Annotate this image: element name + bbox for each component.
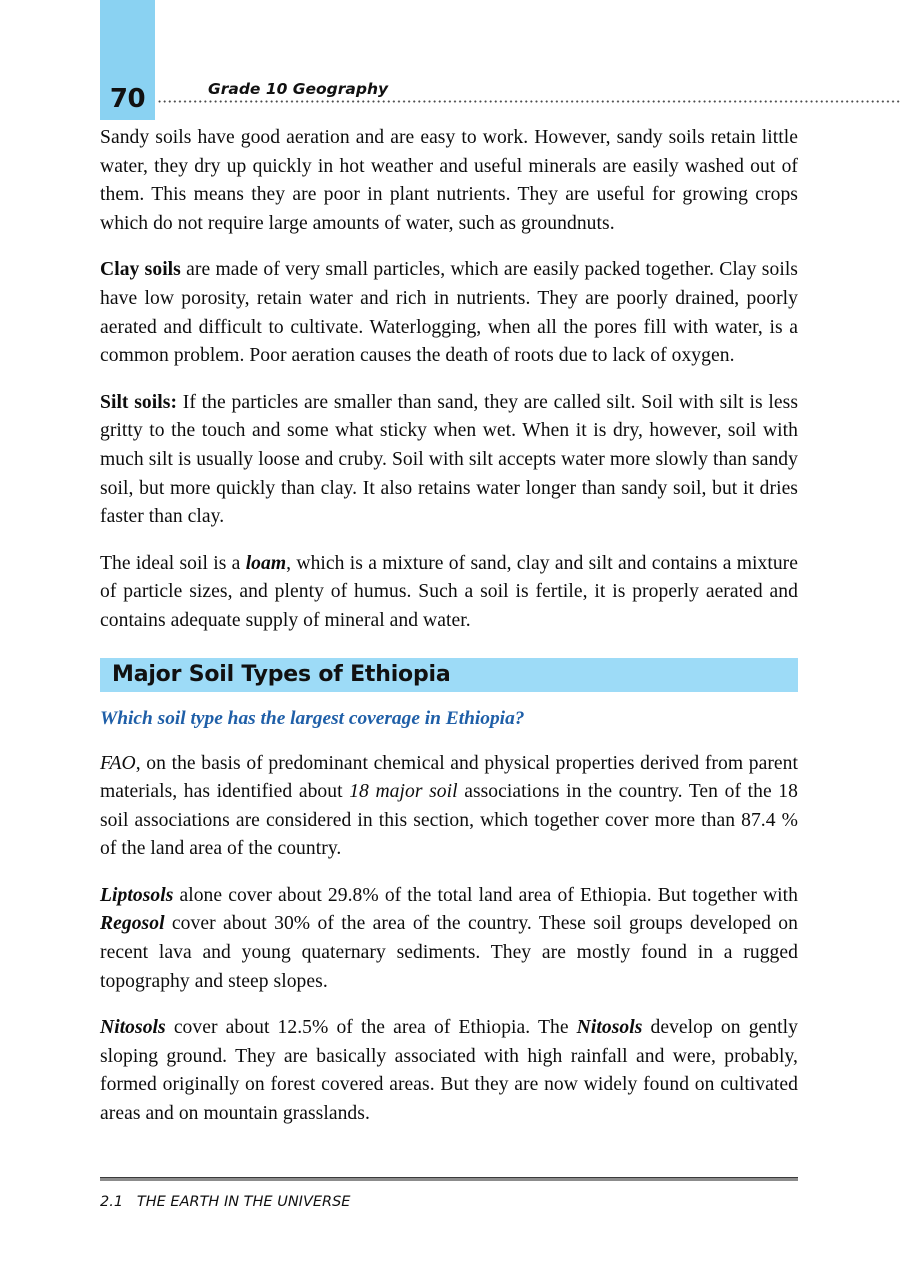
nitosols-emphasis-second: Nitosols <box>576 1017 643 1039</box>
page-number: 70 <box>109 84 146 114</box>
paragraph-text: cover about 30% of the area of the country. These soil groups developed on recent lava and young quaternary sediments. They are mostly found in a rugged topography and steep slopes. <box>100 913 798 992</box>
paragraph-sandy-soils <box>100 124 798 238</box>
section-guiding-question: Which soil type has the largest coverage in Ethiopia? <box>100 707 525 729</box>
fao-emphasis: FAO <box>100 752 136 774</box>
paragraph-text: alone cover about 29.8% of the total land area of Ethiopia. But together with <box>173 884 798 906</box>
paragraph-text: , which is a mixture of sand, clay and silt and contains a mixture of particle sizes, and plenty of humus. Such a soil is fertile, it is properly aerated and contains adequate supply of mineral and water. <box>100 552 798 631</box>
paragraph-text: Sandy soils have good aeration and are easy to work. However, sandy soils retain little water, they dry up quickly in hot weather and useful minerals are easily washed out of them. This means they are poor in plant nutrients. They are useful for growing crops which do not require large amounts of water, such as groundnuts. <box>100 127 798 234</box>
paragraph-text: cover about 12.5% of the area of Ethiopia. The <box>165 1017 577 1039</box>
paragraph-silt-soils <box>100 389 798 532</box>
nitosols-emphasis: Nitosols <box>100 1017 166 1039</box>
loam-emphasis: loam <box>245 552 287 574</box>
paragraph-text: are made of very small particles, which are easily packed together. Clay soils have low porosity, retain water and rich in nutrients. They are poorly drained, poorly aerated and difficult to cultivate. Waterlogging, when all the pores fill with water, is a common problem. Poor aeration causes the death of roots due to lack of oxygen. <box>100 259 798 367</box>
section-heading-bar <box>100 658 798 692</box>
paragraph-loam <box>100 550 798 636</box>
regosol-emphasis: Regosol <box>100 913 165 935</box>
clay-soils-lead-in: Clay soils <box>100 259 181 281</box>
paragraph-text: develop on gently sloping ground. They are basically associated with high rainfall and were, probably, formed originally on forest covered areas. But they are now widely found on cultivated areas and on mountain grasslands. <box>100 1017 798 1125</box>
paragraph-text: If the particles are smaller than sand, they are called silt. Soil with silt is less gritty to the touch and some what sticky when wet. When it is dry, however, soil with much silt is usually loose and cruby. Soil with silt accepts water more slowly than sandy soil, but more quickly than clay. It also retains water longer than sandy soil, but it dries faster than clay. <box>100 391 798 528</box>
paragraph-text: The ideal soil is a <box>100 552 246 574</box>
major-soil-emphasis: 18 major soil <box>349 781 458 803</box>
paragraph-text: , on the basis of predominant chemical and physical properties derived from parent materials, has identified about <box>100 752 798 803</box>
paragraph-text: associations in the country. Ten of the 18 soil associations are considered in this section, which together cover more than 87.4 % of the land area of the country. <box>100 781 798 860</box>
running-header-title: Grade 10 Geography <box>208 80 389 98</box>
paragraph-fao <box>100 750 798 864</box>
page-content <box>100 124 798 1129</box>
footer-rule <box>100 1177 798 1181</box>
footer-chapter-label: 2.1 THE EARTH IN THE UNIVERSE <box>100 1194 351 1210</box>
paragraph-clay-soils <box>100 256 798 370</box>
header-dotted-rule <box>157 100 900 103</box>
paragraph-nitosols <box>100 1014 798 1128</box>
liptosols-emphasis: Liptosols <box>100 884 174 906</box>
section-heading-title: Major Soil Types of Ethiopia <box>112 661 451 687</box>
paragraph-liptosols <box>100 882 798 996</box>
silt-soils-lead-in: Silt soils: <box>100 391 178 413</box>
